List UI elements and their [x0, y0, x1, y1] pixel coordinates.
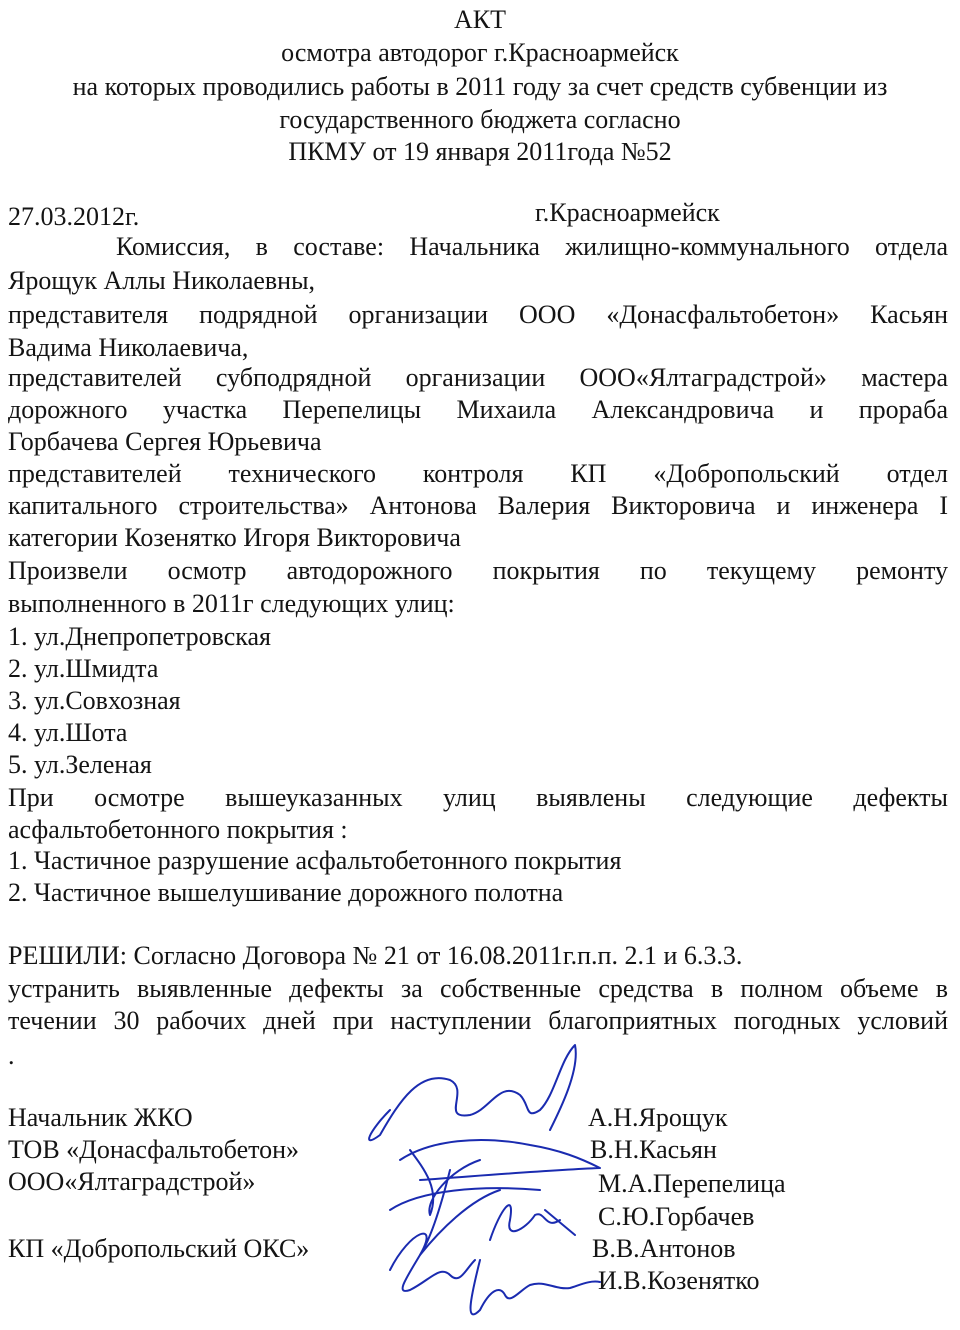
body-line: представителей субподрядной организации ООО«Ялтаградстрой» мастера — [8, 363, 948, 392]
defect-item: 1. Частичное разрушение асфальтобетонного покрытия — [8, 846, 622, 875]
signature-kozenyatko — [471, 1260, 600, 1314]
body-line: капитального строительства» Антонова Валерия Викторовича и инженера I — [8, 491, 948, 520]
body-line: представителей технического контроля КП «Добропольский отдел — [8, 459, 948, 488]
body-line: Вадима Николаевича, — [8, 333, 249, 362]
street-item: 3. ул.Совхозная — [8, 686, 181, 715]
signatory-org: КП «Добропольский ОКС» — [8, 1234, 310, 1263]
signatory-name: А.Н.Ярощук — [588, 1103, 728, 1132]
signature-antonov — [390, 1234, 475, 1291]
signature-gorbachev — [490, 1205, 575, 1240]
signatory-org: ООО«Ялтаградстрой» — [8, 1167, 256, 1196]
doc-subtitle-1: осмотра автодорог г.Красноармейск — [281, 38, 679, 67]
signature-strokes — [369, 1045, 600, 1314]
body-line: представителя подрядной организации ООО «Донасфальтобетон» Касьян — [8, 300, 948, 329]
signatory-name: М.А.Перепелица — [598, 1169, 786, 1198]
signatory-name: И.В.Козенятко — [598, 1266, 760, 1295]
body-line: Горбачева Сергея Юрьевича — [8, 427, 322, 456]
body-line: Комиссия, в составе: Начальника жилищно-коммунального отдела — [116, 232, 948, 261]
street-item: 1. ул.Днепропетровская — [8, 622, 271, 651]
doc-subtitle-3: государственного бюджета согласно — [279, 105, 681, 134]
signature-yaroshchuk — [369, 1045, 576, 1140]
decision-line: устранить выявленные дефекты за собственные средства в полном объеме в — [8, 974, 948, 1003]
decision-line: РЕШИЛИ: Согласно Договора № 21 от 16.08.2011г.п.п. 2.1 и 6.3.3. — [8, 941, 743, 970]
signature-kasyan — [400, 1140, 600, 1215]
signatory-name: В.В.Антонов — [592, 1234, 736, 1263]
signatory-org: Начальник ЖКО — [8, 1103, 193, 1132]
doc-date: 27.03.2012г. — [8, 202, 140, 231]
handwritten-signatures — [330, 1040, 630, 1330]
body-line: дорожного участка Перепелицы Михаила Александровича и прораба — [8, 395, 948, 424]
decision-line: течении 30 рабочих дней при наступлении благоприятных погодных условий — [8, 1006, 948, 1035]
signatory-name: В.Н.Касьян — [590, 1135, 717, 1164]
street-item: 2. ул.Шмидта — [8, 654, 159, 683]
body-line: выполненного в 2011г следующих улиц: — [8, 589, 455, 618]
decision-line: . — [8, 1041, 15, 1070]
signatory-name: С.Ю.Горбачев — [598, 1202, 755, 1231]
doc-title: АКТ — [454, 5, 506, 34]
defects-intro: При осмотре вышеуказанных улиц выявлены следующие дефекты — [8, 783, 948, 812]
body-line: Ярощук Аллы Николаевны, — [8, 266, 316, 295]
street-item: 5. ул.Зеленая — [8, 750, 152, 779]
doc-city: г.Красноармейск — [535, 198, 720, 227]
signature-perepelitsa — [390, 1170, 540, 1255]
street-item: 4. ул.Шота — [8, 718, 128, 747]
defects-intro: асфальтобетонного покрытия : — [8, 815, 348, 844]
signatory-org: ТОВ «Донасфальтобетон» — [8, 1135, 300, 1164]
body-line: категории Козенятко Игоря Викторовича — [8, 523, 461, 552]
doc-subtitle-4: ПКМУ от 19 января 2011года №52 — [288, 137, 672, 166]
defect-item: 2. Частичное вышелушивание дорожного полотна — [8, 878, 564, 907]
doc-subtitle-2: на которых проводились работы в 2011 году за счет средств субвенции из — [72, 72, 888, 101]
body-line: Произвели осмотр автодорожного покрытия по текущему ремонту — [8, 556, 948, 585]
